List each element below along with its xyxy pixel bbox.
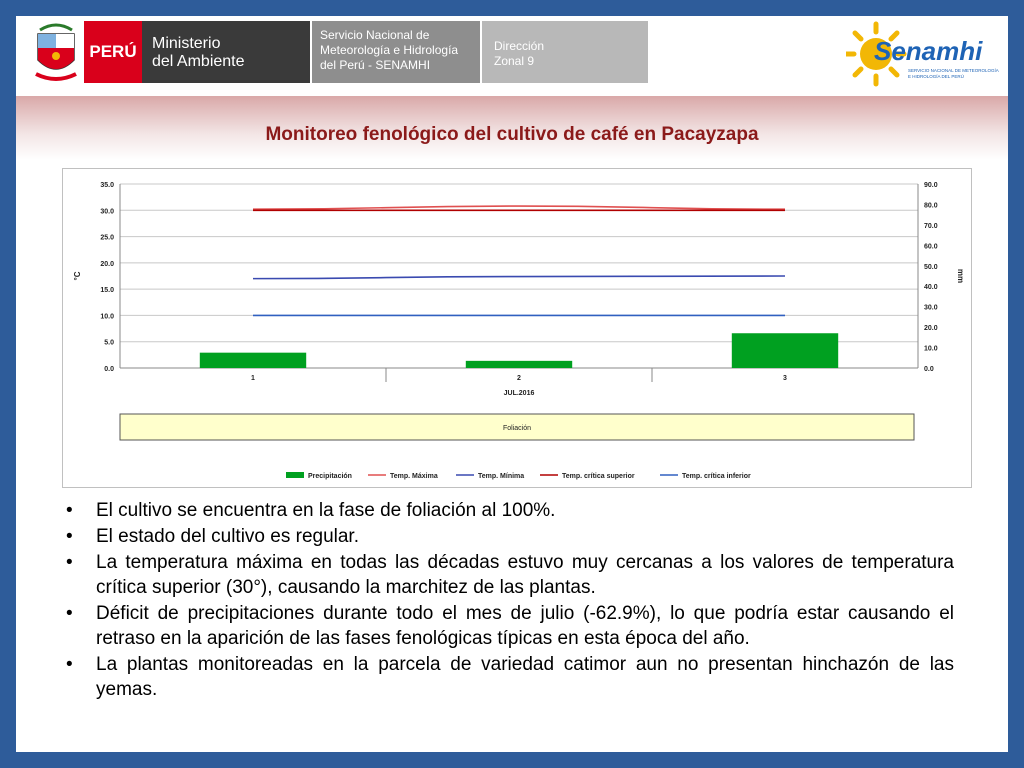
y-right-axis-label: mm (956, 268, 965, 284)
slide (16, 16, 1008, 752)
y-left-tick-label: 35.0 (100, 182, 114, 189)
phenology-chart (62, 168, 972, 488)
bullet-dot-icon: • (66, 552, 73, 573)
title-band (16, 96, 1008, 160)
bullet-item (62, 550, 954, 600)
y-right-tick-label: 50.0 (924, 263, 938, 271)
y-left-axis-label: °C (73, 271, 82, 281)
y-left-tick-label: 10.0 (100, 313, 114, 321)
bullet-list (62, 498, 954, 703)
precipitation-bar (466, 361, 572, 368)
y-left-tick-label: 20.0 (100, 260, 114, 268)
bullet-item (62, 652, 954, 702)
direccion-zonal-label: Dirección Zonal 9 (482, 21, 648, 83)
phase-label: Foliación (502, 425, 532, 432)
y-left-tick-label: 5.0 (104, 339, 114, 347)
y-left-tick-label: 25.0 (100, 234, 114, 242)
legend-swatch (286, 472, 304, 478)
ministerio-label: Ministerio del Ambiente (142, 21, 310, 83)
header (16, 16, 1008, 92)
bullet-text: El estado del cultivo es regular. (96, 526, 359, 547)
y-right-tick-label: 10.0 (924, 345, 938, 353)
bullet-item (62, 601, 954, 651)
bullet-text: La temperatura máxima en todas las décadas estuvo muy cercanas a los valores de temperatura crítica superior (30°), causando la marchitez de las plantas. (96, 552, 954, 598)
precipitation-bar (732, 333, 838, 368)
peru-coat-of-arms-icon (34, 20, 78, 86)
peru-label: PERÚ (84, 21, 142, 83)
y-left-tick-label: 0.0 (104, 366, 114, 373)
bullet-item (62, 524, 954, 549)
y-left-tick-label: 15.0 (100, 287, 114, 295)
legend-label: Temp. crítica inferior (682, 473, 751, 480)
y-right-tick-label: 60.0 (924, 243, 938, 251)
logo-subtitle-1: SERVICIO NACIONAL DE METEOROLOGÍA (908, 68, 999, 73)
bullet-dot-icon: • (66, 526, 73, 547)
bullet-dot-icon: • (66, 654, 73, 675)
bullet-text: La plantas monitoreadas en la parcela de variedad catimor aun no presentan hinchazón de las yemas. (96, 654, 954, 700)
legend-label: Precipitación (308, 473, 352, 480)
slide-title: Monitoreo fenológico del cultivo de café en Pacayzapa (265, 124, 759, 145)
y-right-tick-label: 0.0 (924, 366, 934, 373)
y-right-tick-label: 30.0 (924, 304, 938, 312)
x-tick-label: 3 (783, 375, 787, 382)
y-right-tick-label: 20.0 (924, 325, 938, 333)
logo-name: Senamhi (874, 36, 983, 66)
y-right-tick-label: 70.0 (924, 222, 938, 230)
bullet-dot-icon: • (66, 500, 73, 521)
legend-label: Temp. Mínima (478, 473, 525, 480)
bullet-item (62, 498, 954, 523)
bullet-dot-icon: • (66, 603, 73, 624)
x-tick-label: 1 (251, 375, 255, 382)
senamhi-logo (846, 18, 1006, 88)
bullet-text: El cultivo se encuentra en la fase de foliación al 100%. (96, 500, 556, 521)
logo-subtitle-2: E HIDROLOGÍA DEL PERÚ (908, 74, 964, 79)
x-axis-label: JUL.2016 (503, 390, 535, 397)
legend-label: Temp. crítica superior (562, 473, 635, 480)
legend-label: Temp. Máxima (390, 473, 438, 480)
y-right-tick-label: 40.0 (924, 284, 938, 292)
precipitation-bar (200, 353, 306, 368)
y-left-tick-label: 30.0 (100, 208, 114, 216)
x-tick-label: 2 (517, 375, 521, 382)
y-right-tick-label: 80.0 (924, 202, 938, 210)
senamhi-label: Servicio Nacional de Meteorología e Hidrología del Perú - SENAMHI (312, 21, 480, 83)
bullet-text: Déficit de precipitaciones durante todo el mes de julio (-62.9%), lo que podría estar causando el retraso en la aparición de las fases fenológicas típicas en esta época del año. (96, 603, 954, 649)
y-right-tick-label: 90.0 (924, 182, 938, 189)
